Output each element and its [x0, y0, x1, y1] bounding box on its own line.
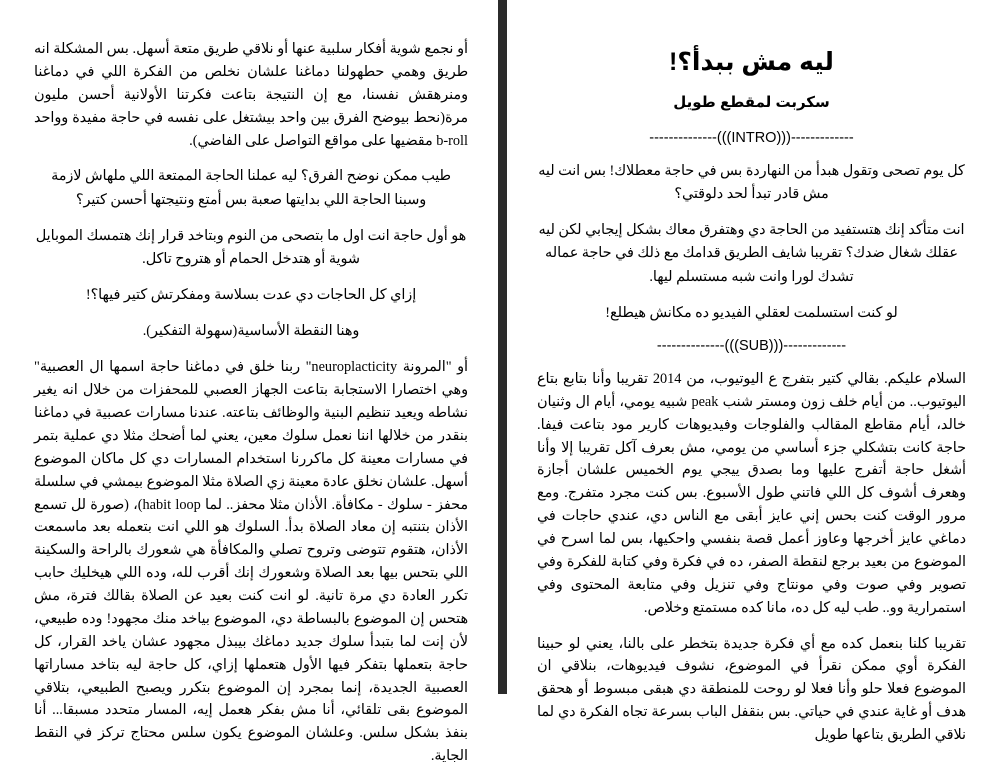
section-separator-sub: --------------(((SUB)))-------------	[656, 337, 847, 354]
paragraph: السلام عليكم. بقالي كتير بتفرج ع اليوتيوب، من 2014 تقريبا وأنا بتابع بتاع اليوتيوب.. من أيام خلف زون ومستر شنب peak شبيه يومي، أيام ال وثنيان خالد، أيام مقاطع المقالب والفلوجات وفيديوهات كارير مود بتاعت فيفا. حاجة كانت بتشكلي جزء أساسي من يومي، مش بعرف آكل تقريبا إلا وأنا أشغل حاجة أتفرج عليها وما بصدق ييجي يوم الخميس علشان أجازة وهعرف أشوف كل اللي فاتني طول الأسبوع. بس كنت مجرد متفرج. ومع مرور الوقت كنت بحس إني عايز أبقى مع الناس دي، عندي حاجات في دماغي عايز أخرجها وعاوز أعمل قصة بنفسي واحكيها، بس لما اسرح في الموضوع من بعيد برجع لنقطة الصفر، ده في فكرة وفي كتابة للفكرة وفي تصوير وفي صوت وفي مونتاج وفي تنزيل وفي متابعة المحتوى وفي استمرارية وو.. طب ليه كل ده، مانا كده مستمتع وخلاص.	[537, 370, 966, 616]
paragraph: هو أول حاجة انت اول ما بتصحى من النوم وبتاخد قرار إنك هتمسك الموبايل شوية أو هتدخل الحمام أو هتروح تاكل.	[35, 227, 467, 267]
paragraph: أو نجمع شوية أفكار سلبية عنها أو نلاقي طريق متعة أسهل. بس المشكلة انه طريق وهمي حطهولنا دماغنا علشان نخلص من الفكرة اللي في دماغنا ومنرهقش نفسنا، مع إن النتيجة بتاعت فكرتنا الأولانية أحسن مليون مرة(نحط بيوضح الفرق بين واحد بيشتغل على نفسه في حاجة مفيدة وواحد b-roll مقضيها على مواقع التواصل على الفاضي).	[34, 41, 468, 149]
paragraph: طيب ممكن نوضح الفرق؟ ليه عملنا الحاجة الممتعة اللي ملهاش لازمة وسبنا الحاجة اللي بدايتها صعبة بس أمتع ونتيجتها أحسن كتير؟	[51, 168, 451, 208]
page-right	[0, 0, 498, 765]
paragraph: إزاي كل الحاجات دي عدت بسلاسة ومفكرتش كتير فيها؟!	[85, 287, 417, 303]
paragraph: انت متأكد إنك هتستفيد من الحاجة دي وهتفرق معاك بشكل إيجابي لكن ليه عقلك شغال ضدك؟ تقريبا شايف الطريق قدامك مع ذلك في حاجة عماله تشدك لورا وانت شبه مستسلم ليها.	[538, 222, 965, 285]
paragraph: أو "المرونة neuroplacticity" ربنا خلق في دماغنا حاجة اسمها ال العصبية" وهي اختصارا الاستجابة بتاعت الجهاز العصبي للمحفزات من خلال انه يغير نشاطه ويعيد تنظيم البنية والوظائف بتاعته. عندنا مسارات عصبية في دماغنا بنقدر من خلالها اننا نعمل سلوك معين، يعني لما أضحك مثلا دي عملية بتمر في مسارات معينة كل ماكررنا استخدام المسارات دي كل ماكان الموضوع أسهل. علشان نخلق عادة معينة زي الصلاة مثلا الموضوع بيمشي في سلسلة محفز - سلوك - مكافأة. الأذان مثلا محفز.. لما habit loop)، (صورة لل تسمع الأذان بتنتبه إن معاد الصلاة بدأ. السلوك هو اللي انت بتعمله بعد ماسمعت الأذان، هتقوم تتوضى وتروح تصلي والمكافأة هي شعورك بالراحة والسكينة اللي بتحس بيها بعد الصلاة وشعورك إنك أقرب لله، وده اللي هيخليك حابب تكرر العادة دي مرة تانية. لو انت كنت بعيد عن الصلاة بقالك فترة، مش هتحس إن الموضوع بالبساطة دي، الموضوع بياخد منك مجهود! وده طبيعي، لأن إنت لما بتبدأ سلوك جديد دماغك بيبذل مجهود عشان ياخد القرار، كل حاجة بتعملها بتفكر فيها الأول هتعملها إزاي، كل حاجة ليه بتاخد مساراتها العصبية الجديدة، إنما بمجرد إن الموضوع بتكرر ويصبح الطبيعي، بتلاقي الموضوع بقى تلقائي، أنا مش بفكر هعمل إيه، المسار متحدد مسبقا... أنا بنفذ بشكل سلس. وعلشان الموضوع يكون سلس محتاج تركز في النقط الجاية.	[34, 359, 468, 765]
paragraph: كل يوم تصحى وتقول هبدأ من النهاردة بس في حاجة معطلاك! بس انت ليه مش قادر تبدأ لحد دلوقتي؟	[538, 163, 965, 203]
paragraph: تقريبا كلنا بنعمل كده مع أي فكرة جديدة بتخطر على بالنا، يعني لو حبينا الفكرة أوي ممكن نقرأ في الموضوع، نشوف فيديوهات، بنلاقي ان الموضوع فعلا حلو وأنا فعلا لو روحت للمنطقة دي هبقى مبسوط أو هحقق هدف أو غاية عندي في حياتي. بس بنقفل الباب بسرعة تجاه الفكرة دي لما نلاقي الطريق بتاعها طويل	[537, 635, 966, 744]
page-subtitle: سكربت لمقطع طويل	[673, 93, 830, 111]
section-separator-intro: --------------(((INTRO)))-------------	[649, 130, 854, 146]
page-left	[507, 0, 1000, 744]
page-gutter-divider	[498, 0, 507, 694]
page-title: ليه مش ببدأ؟!	[669, 48, 834, 76]
paragraph: لو كنت استسلمت لعقلي الفيديو ده مكانش هيطلع!	[605, 304, 898, 321]
paragraph: وهنا النقطة الأساسية(سهولة التفكير).	[142, 323, 360, 340]
